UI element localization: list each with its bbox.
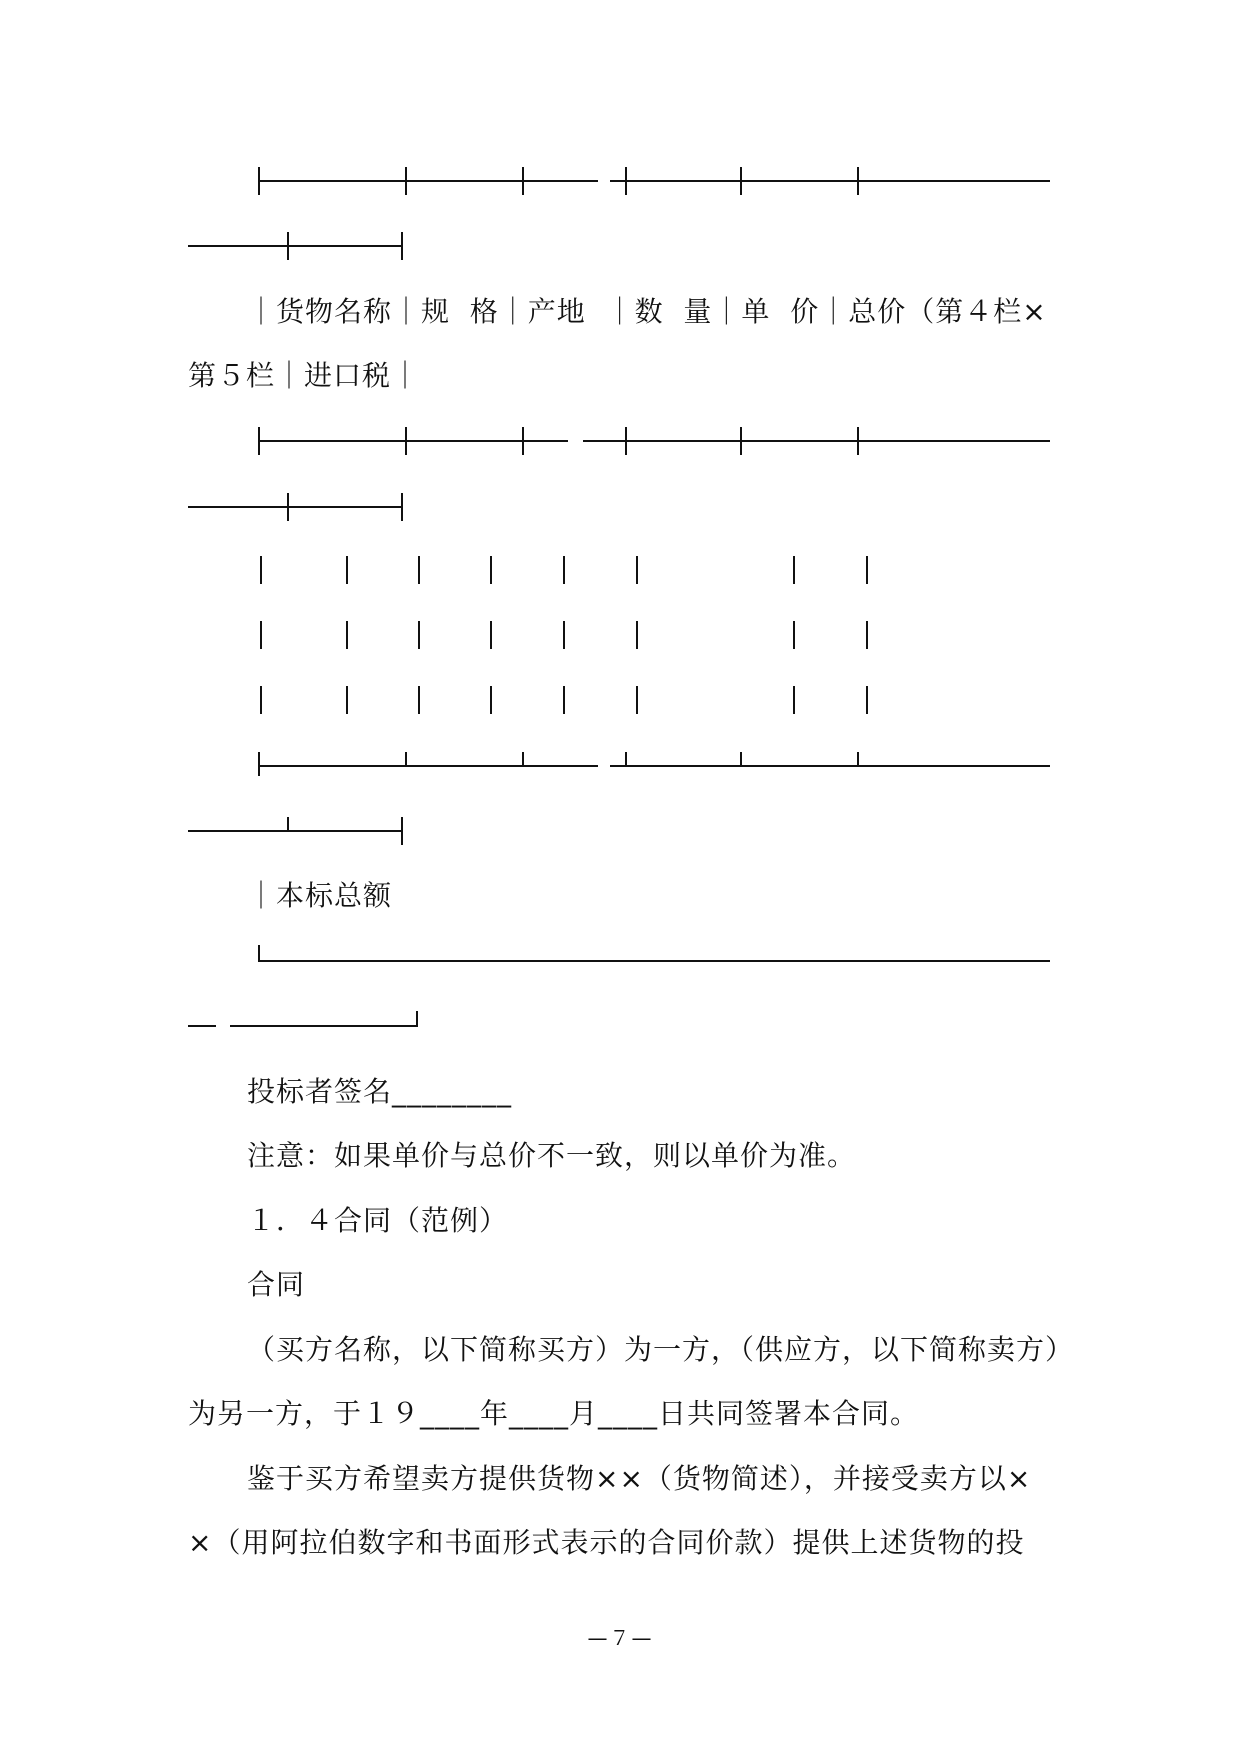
signature-line: 投标者签名________ (247, 1075, 513, 1108)
paragraph-2-line-1: 鉴于买方希望卖方提供货物××（货物简述），并接受卖方以× (247, 1462, 1032, 1495)
contract-title: 合同 (247, 1268, 306, 1301)
page-number: —７— (587, 1626, 654, 1650)
table-total-label: ｜本标总额 (247, 879, 393, 912)
table-header-row2: 第５栏｜进口税｜ (188, 359, 421, 392)
paragraph-1-line-1: （买方名称，以下简称买方）为一方，（供应方，以下简称卖方） (247, 1333, 1075, 1366)
paragraph-2-line-2: ×（用阿拉伯数字和书面形式表示的合同价款）提供上述货物的投 (188, 1526, 1025, 1559)
section-heading: １．４合同（范例） (247, 1204, 509, 1237)
table-header-row1: ｜货物名称｜规 格｜产地 ｜数 量｜单 价｜总价（第４栏× (247, 295, 1047, 328)
paragraph-1-line-2: 为另一方，于１９____年____月____日共同签署本合同。 (188, 1397, 920, 1430)
note-text: 注意：如果单价与总价不一致，则以单价为准。 (247, 1139, 857, 1172)
